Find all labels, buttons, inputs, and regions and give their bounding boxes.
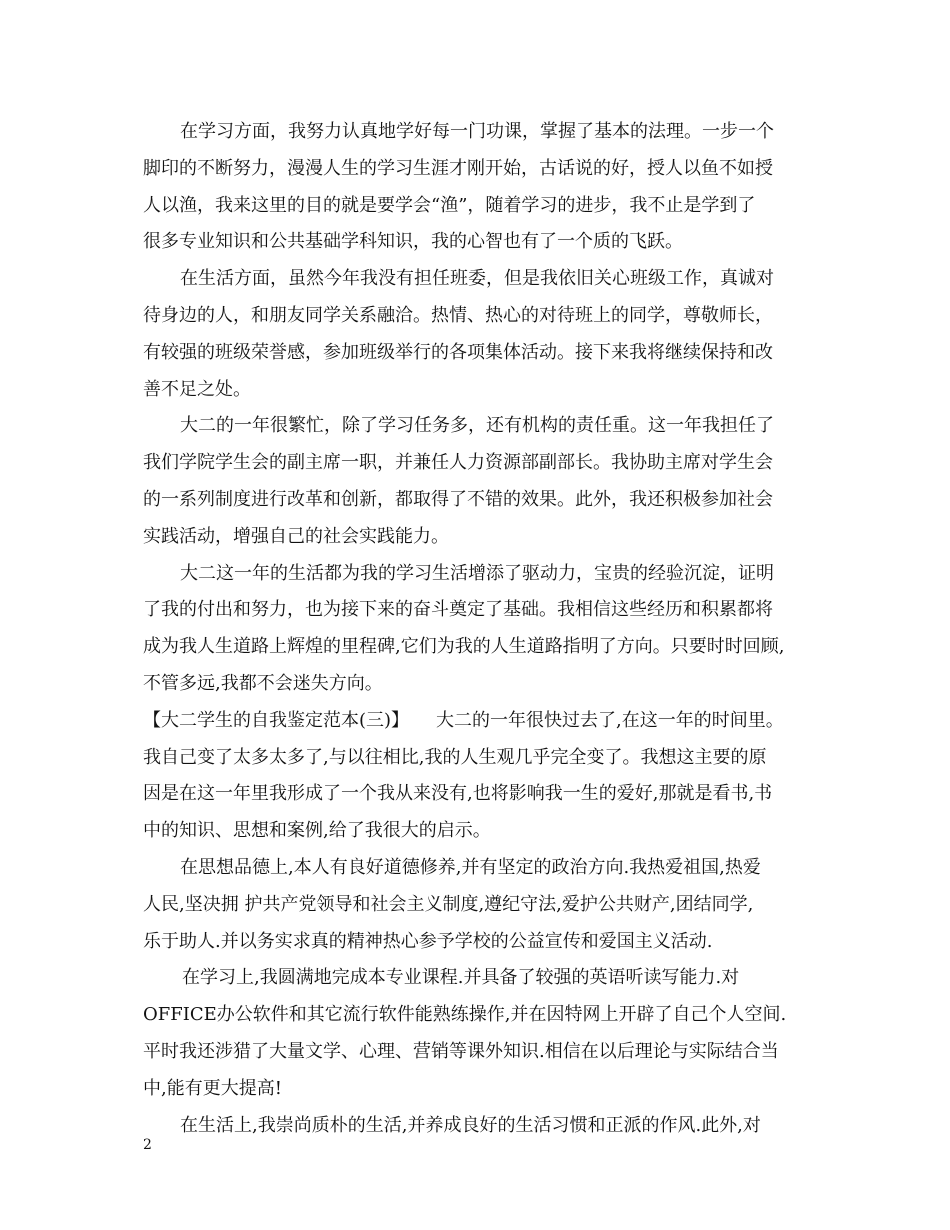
text-line: 不管多远,我都不会迷失方向。 xyxy=(143,672,383,694)
text-line: 在学习上,我圆满地完成本专业课程.并具备了较强的英语听读写能力.对 xyxy=(182,967,740,989)
text-line: 待身边的人，和朋友同学关系融洽。热情、热心的对待班上的同学，尊敬师长， xyxy=(143,304,773,326)
text-line: 的一系列制度进行改革和创新，都取得了不错的效果。此外，我还积极参加社会 xyxy=(143,488,773,510)
text-line: 脚印的不断努力，漫漫人生的学习生涯才刚开始，古话说的好，授人以鱼不如授 xyxy=(143,157,773,179)
text-line: 在生活方面，虽然今年我没有担任班委，但是我依旧关心班级工作，真诚对 xyxy=(180,268,774,290)
text-line: 中,能有更大提高! xyxy=(143,1077,282,1099)
text-line: 我自己变了太多太多了,与以往相比,我的人生观几乎完全变了。我想这主要的原 xyxy=(143,746,767,768)
text-line: 很多专业知识和公共基础学科知识，我的心智也有了一个质的飞跃。 xyxy=(143,231,683,253)
page-number: 2 xyxy=(143,1137,152,1153)
text-line: OFFICE办公软件和其它流行软件能熟练操作,并在因特网上开辟了自己个人空间. xyxy=(143,1004,787,1026)
text-line: 中的知识、思想和案例,给了我很大的启示。 xyxy=(143,820,491,842)
text-line: 善不足之处。 xyxy=(143,378,251,400)
document-body xyxy=(143,114,815,1144)
text-line: 在生活上,我崇尚质朴的生活,并养成良好的生活习惯和正派的作风.此外,对 xyxy=(180,1114,761,1136)
text-line: 了我的付出和努力，也为接下来的奋斗奠定了基础。我相信这些经历和积累都将 xyxy=(143,599,773,621)
text-line: 平时我还涉猎了大量文学、心理、营销等课外知识.相信在以后理论与实际结合当 xyxy=(143,1040,779,1062)
text-line: 我们学院学生会的副主席一职，并兼任人力资源部副部长。我协助主席对学生会 xyxy=(143,452,773,474)
text-line: 在学习方面，我努力认真地学好每一门功课，掌握了基本的法理。一步一个 xyxy=(180,121,774,142)
text-line: 在思想品德上,本人有良好道德修养,并有坚定的政治方向.我热爱祖国,热爱 xyxy=(180,856,761,878)
text-line: 因是在这一年里我形成了一个我从来没有,也将影响我一生的爱好,那就是看书,书 xyxy=(143,783,773,805)
text-line: 大二的一年很繁忙，除了学习任务多，还有机构的责任重。这一年我担任了 xyxy=(180,415,774,437)
text-line: 乐于助人.并以务实求真的精神热心参予学校的公益宣传和爱国主义活动. xyxy=(143,930,713,952)
text-line: 人民,坚决拥 护共产党领导和社会主义制度,遵纪守法,爱护公共财产,团结同学, xyxy=(143,893,754,915)
text-line: 实践活动，增强自己的社会实践能力。 xyxy=(143,525,449,547)
section-heading-line: 【大二学生的自我鉴定范本(三)】 大二的一年很快过去了,在这一年的时间里。 xyxy=(143,709,784,731)
text-line: 人以渔，我来这里的目的就是要学会“渔”，随着学习的进步，我不止是学到了 xyxy=(143,194,756,216)
text-line: 成为我人生道路上辉煌的里程碑,它们为我的人生道路指明了方向。只要时时回顾, xyxy=(143,636,785,658)
text-line: 大二这一年的生活都为我的学习生活增添了驱动力，宝贵的经验沉淀，证明 xyxy=(180,562,774,584)
text-line: 有较强的班级荣誉感，参加班级举行的各项集体活动。接下来我将继续保持和改 xyxy=(143,341,773,363)
